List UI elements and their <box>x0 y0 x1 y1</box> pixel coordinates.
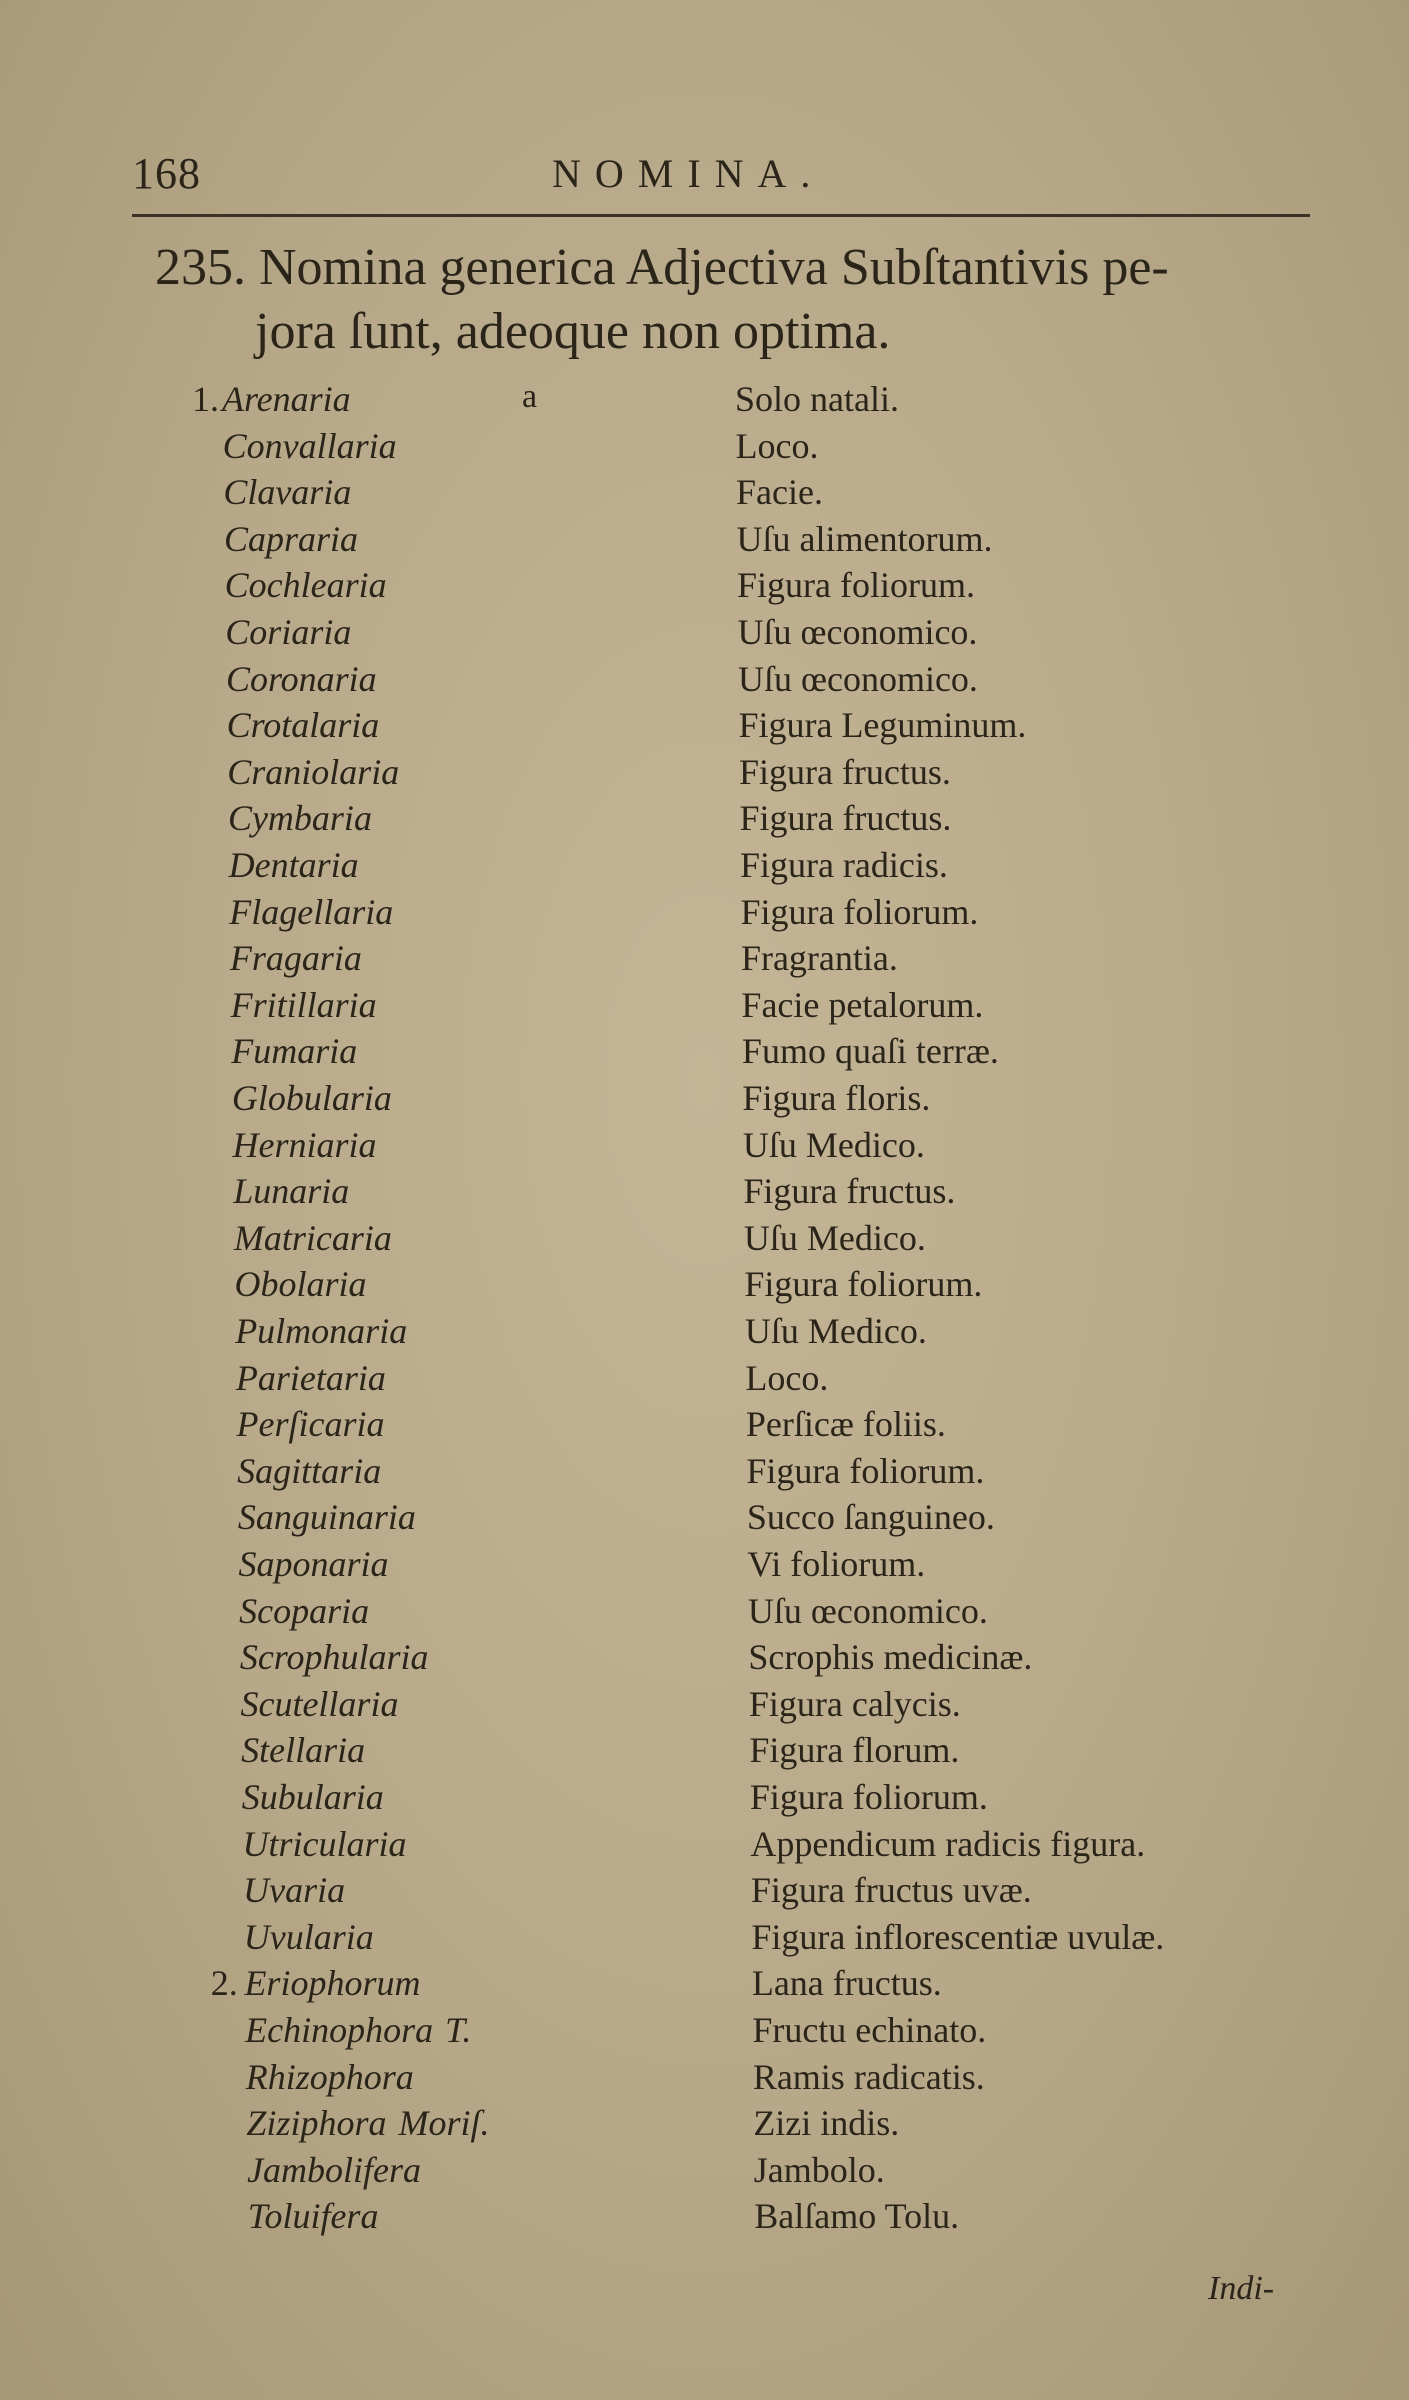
etymology-reason: Uſu alimentorum. <box>736 518 993 559</box>
genus-name <box>227 751 399 793</box>
list-item <box>0 1916 1409 1962</box>
genus-name-text: Saponaria <box>238 1544 389 1584</box>
list-item <box>0 2102 1409 2148</box>
etymology-reason: Figura foliorum. <box>736 565 975 606</box>
genus-name-text: Globularia <box>231 1078 392 1118</box>
etymology-reason: Loco. <box>745 1357 829 1398</box>
list-item <box>0 1636 1409 1682</box>
etymology-reason: Figura fructus. <box>739 798 952 839</box>
genus-name <box>223 471 351 513</box>
genus-name <box>222 378 351 420</box>
etymology-reason: Figura foliorum. <box>749 1777 988 1817</box>
genus-name-text: Clavaria <box>223 472 352 513</box>
list-item <box>0 1030 1409 1076</box>
genus-name <box>234 1217 392 1259</box>
genus-name-text: Herniaria <box>232 1124 377 1165</box>
genus-name <box>236 1357 386 1399</box>
etymology-reason: Loco. <box>735 425 819 466</box>
genus-name-text: Cochlearia <box>224 565 387 606</box>
genus-name-text: Jambolifera <box>247 2149 422 2190</box>
genus-author: Moriſ. <box>398 2103 490 2144</box>
etymology-reason: Figura foliorum. <box>746 1450 985 1491</box>
list-item <box>0 378 1409 424</box>
list-item <box>0 1263 1409 1309</box>
genus-name <box>229 891 393 933</box>
genus-name <box>243 1869 345 1911</box>
genus-name <box>235 1263 367 1305</box>
list-item <box>0 1217 1409 1263</box>
etymology-reason: Fumo quaſi terræ. <box>741 1031 999 1072</box>
list-item <box>0 2149 1409 2195</box>
genus-name <box>233 1124 377 1166</box>
genus-name <box>244 1962 420 2004</box>
list-item <box>0 1823 1409 1869</box>
list-item <box>0 1543 1409 1589</box>
aphorism-line-2: jora ſunt, adeoque non optima. <box>255 303 891 360</box>
genus-name <box>240 1636 429 1678</box>
genus-name-text: Uvaria <box>243 1870 346 1911</box>
genus-name-text: Craniolaria <box>227 751 400 792</box>
etymology-reason: Figura fructus. <box>738 751 951 792</box>
genus-name <box>223 425 397 467</box>
list-item <box>0 844 1409 890</box>
etymology-reason: Jambolo. <box>753 2149 885 2190</box>
genus-name <box>245 2009 471 2051</box>
etymology-reason: Lana fructus. <box>751 1963 942 2004</box>
genus-name <box>228 797 372 839</box>
entry-number: 1. <box>192 379 219 419</box>
genus-author: T. <box>445 2010 472 2050</box>
etymology-reason: Figura calycis. <box>748 1683 961 1724</box>
etymology-reason: Figura inflorescentiæ uvulæ. <box>751 1916 1165 1957</box>
genus-name <box>246 2056 414 2098</box>
etymology-reason: Succo ſanguineo. <box>746 1497 995 1538</box>
genus-name <box>224 518 358 560</box>
genus-name-text: Fritillaria <box>230 984 377 1025</box>
genus-name-text: Convallaria <box>222 425 397 466</box>
list-item <box>0 518 1409 564</box>
genus-name <box>232 1077 392 1119</box>
genus-name-text: Sagittaria <box>237 1450 382 1491</box>
genus-name <box>242 1776 384 1818</box>
genus-name <box>233 1170 349 1212</box>
list-item <box>0 658 1409 704</box>
genus-name-text: Dentaria <box>228 845 359 885</box>
genus-name-text: Crotalaria <box>226 705 380 746</box>
list-item <box>0 1496 1409 1542</box>
etymology-reason: Figura florum. <box>749 1730 960 1771</box>
list-item <box>0 1403 1409 1449</box>
etymology-reason: Figura radicis. <box>739 845 948 885</box>
genus-name-text: Obolaria <box>234 1264 367 1305</box>
etymology-reason: Solo natali. <box>735 379 899 419</box>
genus-name-text: Capraria <box>223 518 359 559</box>
genus-name <box>248 2195 379 2237</box>
genus-name-text: Pulmonaria <box>235 1311 408 1351</box>
genus-name-text: Sanguinaria <box>237 1497 416 1538</box>
genus-name <box>244 1916 374 1958</box>
etymology-reason: Appendicum radicis figura. <box>750 1823 1146 1864</box>
genus-name <box>247 2149 421 2191</box>
list-item <box>0 471 1409 517</box>
genus-name-text: Fumaria <box>231 1031 358 1072</box>
genus-name <box>242 1823 406 1865</box>
list-item <box>0 984 1409 1030</box>
list-item <box>0 2056 1409 2102</box>
genus-name <box>235 1310 407 1352</box>
list-item <box>0 1776 1409 1822</box>
list-item <box>0 1310 1409 1356</box>
genus-name <box>230 937 362 979</box>
list-item <box>0 891 1409 937</box>
list-item <box>0 1170 1409 1216</box>
catchword: Indi- <box>1208 2270 1275 2307</box>
genus-name-text: Rhizophora <box>245 2056 414 2097</box>
genus-name-text: Eriophorum <box>244 1963 421 2004</box>
list-item <box>0 797 1409 843</box>
list-item <box>0 704 1409 750</box>
genus-name <box>240 1683 398 1725</box>
list-item <box>0 2009 1409 2055</box>
etymology-reason: Perſicæ foliis. <box>745 1404 946 1445</box>
list-item <box>0 2195 1409 2241</box>
etymology-reason: Uſu Medico. <box>743 1217 926 1258</box>
list-item <box>0 564 1409 610</box>
genus-name-text: Perſicaria <box>236 1404 385 1445</box>
note-mark: a <box>522 378 538 415</box>
genus-name-text: Cymbaria <box>227 798 372 839</box>
genus-name-text: Subularia <box>241 1777 384 1817</box>
genus-name-text: Scutellaria <box>240 1683 399 1724</box>
genus-name-text: Parietaria <box>235 1357 386 1398</box>
genus-name-text: Scoparia <box>239 1590 370 1631</box>
etymology-reason: Uſu œconomico. <box>737 658 978 699</box>
genus-name-text: Uvularia <box>243 1916 374 1957</box>
list-item <box>0 1869 1409 1915</box>
genus-name <box>231 984 377 1026</box>
genus-name-text: Utricularia <box>242 1823 407 1864</box>
running-title: NOMINA. <box>552 151 825 196</box>
genus-name-text: Flagellaria <box>229 891 394 932</box>
list-item <box>0 1124 1409 1170</box>
etymology-reason: Zizi indis. <box>753 2103 900 2144</box>
aphorism-235 <box>155 236 1305 364</box>
genus-name-text: Scrophularia <box>239 1637 429 1678</box>
genus-name <box>241 1729 365 1771</box>
etymology-reason: Ramis radicatis. <box>752 2056 985 2097</box>
genus-name-text: Coriaria <box>225 612 352 652</box>
genus-name <box>239 1543 389 1585</box>
page-number: 168 <box>132 149 201 198</box>
genus-name <box>246 2102 489 2144</box>
list-item <box>0 1590 1409 1636</box>
genus-name-text: Lunaria <box>233 1171 350 1212</box>
etymology-reason: Balſamo Tolu. <box>754 2196 960 2237</box>
list-item <box>0 425 1409 471</box>
etymology-reason: Vi foliorum. <box>747 1544 926 1584</box>
genus-name <box>231 1030 357 1072</box>
etymology-reason: Uſu œconomico. <box>747 1590 988 1631</box>
genus-name <box>226 658 377 700</box>
etymology-reason: Uſu Medico. <box>744 1311 927 1351</box>
genus-name <box>225 611 351 653</box>
genus-name-text: Toluifera <box>247 2196 379 2237</box>
etymology-reason: Figura Leguminum. <box>738 705 1027 746</box>
genus-name-text: Echinophora <box>245 2010 434 2050</box>
etymology-reason: Figura foliorum. <box>744 1264 983 1305</box>
etymology-reason: Uſu œconomico. <box>737 612 978 652</box>
etymology-reason: Scrophis medicinæ. <box>748 1637 1033 1678</box>
running-head <box>132 148 1302 198</box>
list-item <box>0 1450 1409 1496</box>
etymology-reason: Facie petalorum. <box>741 984 984 1025</box>
genus-name <box>239 1590 369 1632</box>
list-item <box>0 1683 1409 1729</box>
genus-name-text: Matricaria <box>233 1217 392 1258</box>
etymology-reason: Figura foliorum. <box>740 891 979 932</box>
list-item <box>0 1357 1409 1403</box>
genus-name <box>238 1496 416 1538</box>
genus-name-text: Arenaria <box>222 379 351 419</box>
list-item <box>0 1077 1409 1123</box>
list-item <box>0 937 1409 983</box>
genus-name <box>237 1450 381 1492</box>
genus-name <box>237 1403 385 1445</box>
genus-name-text: Ziziphora <box>246 2103 387 2144</box>
list-item <box>0 1962 1409 2008</box>
genus-name-text: Stellaria <box>241 1730 366 1771</box>
etymology-reason: Figura fructus uvæ. <box>750 1870 1032 1911</box>
aphorism-line-1: 235. Nomina generica Adjectiva Subſtantivis pe- <box>155 239 1169 296</box>
etymology-reason: Figura fructus. <box>743 1171 956 1212</box>
etymology-reason: Fragrantia. <box>740 938 898 979</box>
entry-number: 2. <box>210 1963 238 2004</box>
genus-name <box>229 844 359 886</box>
header-rule <box>132 214 1310 217</box>
etymology-reason: Uſu Medico. <box>742 1124 925 1165</box>
genus-name-text: Coronaria <box>225 658 377 699</box>
genus-name-text: Fragaria <box>229 938 362 979</box>
etymology-reason: Fructu echinato. <box>752 2010 987 2050</box>
etymology-reason: Facie. <box>735 472 823 513</box>
genus-name <box>225 564 387 606</box>
list-item <box>0 751 1409 797</box>
etymology-reason: Figura floris. <box>742 1078 931 1118</box>
list-item <box>0 611 1409 657</box>
genus-name <box>227 704 380 746</box>
list-item <box>0 1729 1409 1775</box>
